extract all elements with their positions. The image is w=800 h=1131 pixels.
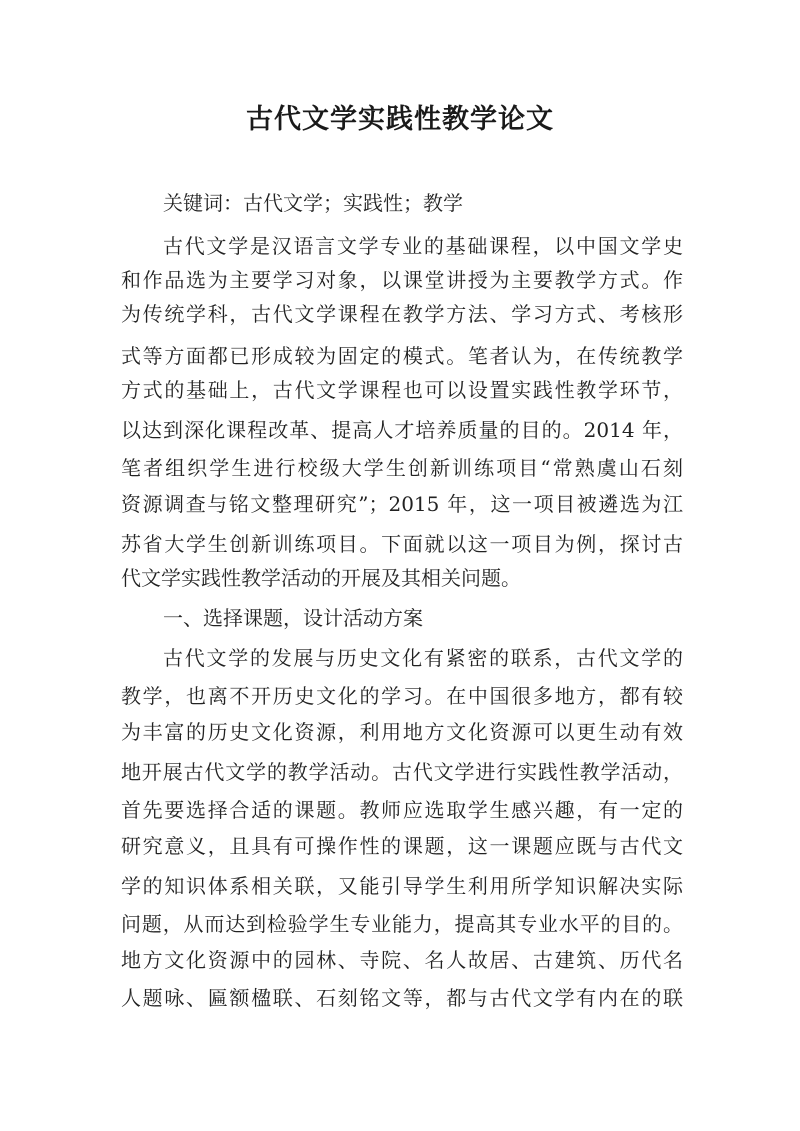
paragraph-line: 以达到深化课程改革、提高人才培养质量的目的。2014 年， <box>121 418 683 442</box>
paragraph-line: 式等方面都已形成较为固定的模式。笔者认为，在传统教学 <box>121 344 683 368</box>
paragraph-line: 人题咏、匾额楹联、石刻铭文等，都与古代文学有内在的联 <box>121 986 683 1010</box>
document-title: 古代文学实践性教学论文 <box>246 104 554 135</box>
paragraph-line: 苏省大学生创新训练项目。下面就以这一项目为例，探讨古 <box>121 532 683 556</box>
paragraph-line: 教学，也离不开历史文化的学习。在中国很多地方，都有较 <box>121 684 683 708</box>
paragraph-line: 和作品选为主要学习对象，以课堂讲授为主要教学方式。作 <box>121 268 683 292</box>
paragraph-line: 古代文学的发展与历史文化有紧密的联系，古代文学的 <box>163 646 683 670</box>
paragraph-line: 问题，从而达到检验学生专业能力，提高其专业水平的目的。 <box>121 912 683 936</box>
keywords-line: 关键词：古代文学；实践性；教学 <box>163 191 463 215</box>
paragraph-line: 学的知识体系相关联，又能引导学生利用所学知识解决实际 <box>121 874 683 898</box>
paragraph-line: 笔者组织学生进行校级大学生创新训练项目“常熟虞山石刻 <box>121 456 683 480</box>
paragraph-line: 代文学实践性教学活动的开展及其相关问题。 <box>121 566 521 590</box>
paragraph-line: 方式的基础上，古代文学课程也可以设置实践性教学环节， <box>121 378 683 402</box>
paragraph-line: 古代文学是汉语言文学专业的基础课程，以中国文学史 <box>163 234 683 258</box>
paragraph-line: 为传统学科，古代文学课程在教学方法、学习方式、考核形 <box>121 302 683 326</box>
section-heading: 一、选择课题，设计活动方案 <box>163 606 423 630</box>
paragraph-line: 地开展古代文学的教学活动。古代文学进行实践性教学活动， <box>121 760 683 784</box>
paragraph-line: 首先要选择合适的课题。教师应选取学生感兴趣，有一定的 <box>121 798 683 822</box>
paragraph-line: 资源调查与铭文整理研究”；2015 年，这一项目被遴选为江 <box>121 492 683 516</box>
paragraph-line: 地方文化资源中的园林、寺院、名人故居、古建筑、历代名 <box>121 948 683 972</box>
paragraph-line: 研究意义，且具有可操作性的课题，这一课题应既与古代文 <box>121 834 683 858</box>
paragraph-line: 为丰富的历史文化资源，利用地方文化资源可以更生动有效 <box>121 720 683 744</box>
